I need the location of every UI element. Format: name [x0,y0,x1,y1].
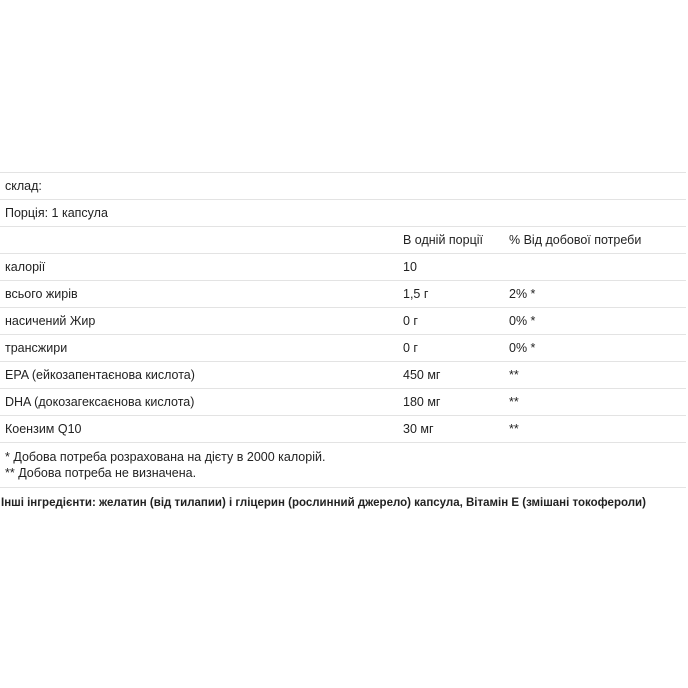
nutrient-daily-value: 2% * [504,281,686,308]
nutrient-name: EPA (ейкозапентаєнова кислота) [0,362,398,389]
header-amount: В одній порції [398,227,504,254]
table-row [0,362,686,389]
nutrient-daily-value: ** [504,362,686,389]
nutrient-name: DHA (докозагексаєнова кислота) [0,389,398,416]
footnotes [0,443,686,488]
nutrient-daily-value [504,254,686,281]
nutrient-amount: 0 г [398,308,504,335]
nutrient-name: Коензим Q10 [0,416,398,443]
table-title: склад: [0,173,686,200]
header-daily-value: % Від добової потреби [504,227,686,254]
nutrient-daily-value: 0% * [504,308,686,335]
nutrient-name: насичений Жир [0,308,398,335]
footnote-not-established: ** Добова потреба не визначена. [5,466,197,480]
table-row [0,416,686,443]
table-row [0,389,686,416]
nutrient-name: трансжири [0,335,398,362]
footnotes-row [0,443,686,488]
nutrient-amount: 30 мг [398,416,504,443]
table-row [0,254,686,281]
nutrient-name: всього жирів [0,281,398,308]
nutrient-amount: 1,5 г [398,281,504,308]
footnote-daily-value: * Добова потреба розрахована на дієту в 2000 калорій. [5,450,326,464]
nutrient-name: калорії [0,254,398,281]
serving-row [0,200,686,227]
nutrient-amount: 450 мг [398,362,504,389]
table-row [0,308,686,335]
nutrition-facts-table [0,172,686,488]
serving-size: Порція: 1 капсула [0,200,686,227]
header-row [0,227,686,254]
nutrient-amount: 180 мг [398,389,504,416]
header-empty-cell [0,227,398,254]
nutrient-amount: 10 [398,254,504,281]
nutrient-daily-value: 0% * [504,335,686,362]
nutrient-daily-value: ** [504,389,686,416]
table-row [0,281,686,308]
table-row [0,335,686,362]
nutrient-daily-value: ** [504,416,686,443]
nutrient-amount: 0 г [398,335,504,362]
table-title-row [0,173,686,200]
other-ingredients: Інші інгредієнти: желатин (від тилапии) і гліцерин (рослинний джерело) капсула, Вітамін Е (змішані токофероли) [1,497,646,509]
